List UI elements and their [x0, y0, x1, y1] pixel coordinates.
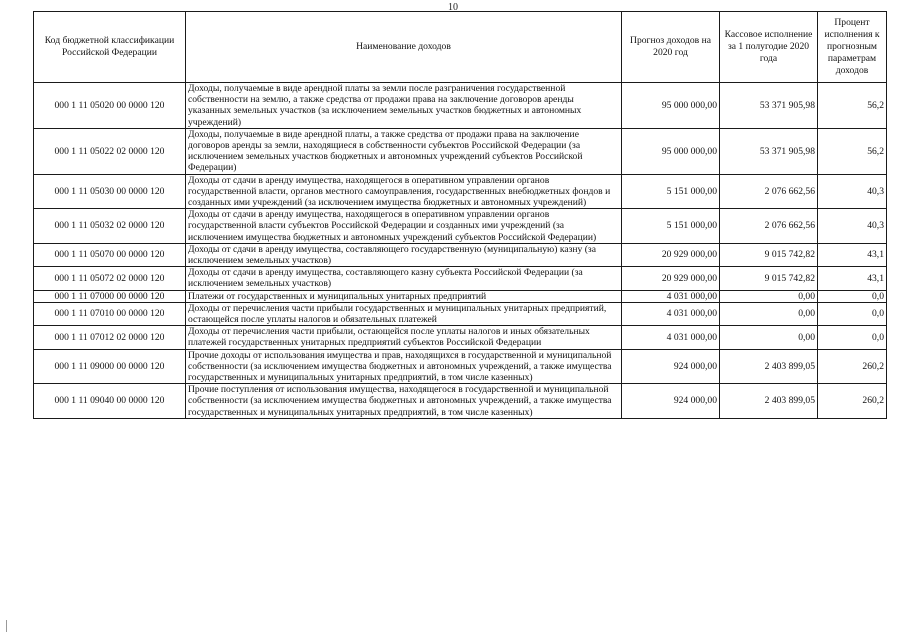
cell-code: 000 1 11 09000 00 0000 120: [34, 349, 186, 384]
cell-code: 000 1 11 05022 02 0000 120: [34, 128, 186, 174]
table-row: [34, 349, 887, 384]
table-row: [34, 128, 887, 174]
table-row: [34, 302, 887, 325]
cell-name: Прочие доходы от использования имущества и прав, находящихся в государственной и муниципальной собственности (за исключением имущества бюджетных и автономных учреждений, а также имущества государственных и муниципальных унитарных предприятий, в том числе казенных): [186, 349, 622, 384]
cell-plan: 5 151 000,00: [622, 209, 720, 244]
header-percent: Процент исполнения к прогнозным параметрам доходов: [818, 12, 887, 83]
header-name: Наименование доходов: [186, 12, 622, 83]
table-header-row: [34, 12, 887, 83]
cell-plan: 924 000,00: [622, 349, 720, 384]
cell-plan: 95 000 000,00: [622, 128, 720, 174]
cell-execution: 9 015 742,82: [720, 243, 818, 266]
cell-name: Доходы, получаемые в виде арендной платы, а также средства от продажи права на заключение договоров аренды за земли, находящиеся в собственности субъектов Российской Федерации (за исключением земельных участков бюджетных и автономных учреждений субъектов Российской Федерации): [186, 128, 622, 174]
cell-name: Доходы от перечисления части прибыли, остающейся после уплаты налогов и иных обязательных платежей государственных унитарных предприятий субъектов Российской Федерации: [186, 326, 622, 349]
cell-name: Прочие поступления от использования имущества, находящегося в государственной и муниципальной собственности (за исключением имущества бюджетных и автономных учреждений, а также имущества государственных и муниципальных унитарных предприятий, в том числе казенных): [186, 384, 622, 419]
table-row: [34, 83, 887, 129]
cell-execution: 2 403 899,05: [720, 349, 818, 384]
cell-percent: 43,1: [818, 267, 887, 290]
cell-name: Доходы от сдачи в аренду имущества, находящегося в оперативном управлении органов государственной власти субъектов Российской Федерации и созданных ими учреждений (за исключением имущества бюджетных и автономных учреждений субъектов Российской Федерации): [186, 209, 622, 244]
table-row: [34, 290, 887, 302]
cell-code: 000 1 11 05032 02 0000 120: [34, 209, 186, 244]
table-row: [34, 384, 887, 419]
cell-percent: 260,2: [818, 349, 887, 384]
cell-name: Доходы от сдачи в аренду имущества, находящегося в оперативном управлении органов государственной власти, органов местного самоуправления, государственных внебюджетных фондов и созданных ими учреждений (за исключением имущества бюджетных и автономных учреждений): [186, 174, 622, 209]
scan-artifact: [6, 620, 7, 632]
table-row: [34, 326, 887, 349]
cell-percent: 0,0: [818, 302, 887, 325]
cell-name: Доходы от сдачи в аренду имущества, составляющего казну субъекта Российской Федерации (за исключением земельных участков): [186, 267, 622, 290]
cell-percent: 56,2: [818, 83, 887, 129]
cell-execution: 2 076 662,56: [720, 209, 818, 244]
cell-percent: 43,1: [818, 243, 887, 266]
cell-code: 000 1 11 05020 00 0000 120: [34, 83, 186, 129]
cell-percent: 260,2: [818, 384, 887, 419]
cell-name: Доходы, получаемые в виде арендной платы за земли после разграничения государственной собственности на землю, а также средства от продажи права на заключение договоров аренды указанных земельных участков (за исключением земельных участков бюджетных и автономных учреждений): [186, 83, 622, 129]
cell-plan: 5 151 000,00: [622, 174, 720, 209]
header-execution: Кассовое исполнение за 1 полугодие 2020 года: [720, 12, 818, 83]
revenue-table: [33, 11, 887, 419]
cell-percent: 0,0: [818, 326, 887, 349]
table-row: [34, 243, 887, 266]
cell-plan: 95 000 000,00: [622, 83, 720, 129]
table-row: [34, 267, 887, 290]
cell-plan: 4 031 000,00: [622, 326, 720, 349]
cell-code: 000 1 11 07012 02 0000 120: [34, 326, 186, 349]
cell-execution: 0,00: [720, 302, 818, 325]
cell-execution: 2 076 662,56: [720, 174, 818, 209]
cell-code: 000 1 11 09040 00 0000 120: [34, 384, 186, 419]
cell-code: 000 1 11 05030 00 0000 120: [34, 174, 186, 209]
cell-name: Доходы от перечисления части прибыли государственных и муниципальных унитарных предприятий, остающейся после уплаты налогов и обязательных платежей: [186, 302, 622, 325]
cell-execution: 2 403 899,05: [720, 384, 818, 419]
page-number: 10: [448, 2, 458, 13]
cell-plan: 4 031 000,00: [622, 302, 720, 325]
cell-code: 000 1 11 07010 00 0000 120: [34, 302, 186, 325]
cell-plan: 4 031 000,00: [622, 290, 720, 302]
cell-code: 000 1 11 07000 00 0000 120: [34, 290, 186, 302]
header-plan: Прогноз доходов на 2020 год: [622, 12, 720, 83]
cell-name: Платежи от государственных и муниципальных унитарных предприятий: [186, 290, 622, 302]
header-code: Код бюджетной классификации Российской Федерации: [34, 12, 186, 83]
cell-name: Доходы от сдачи в аренду имущества, составляющего государственную (муниципальную) казну (за исключением земельных участков): [186, 243, 622, 266]
cell-percent: 40,3: [818, 209, 887, 244]
cell-plan: 20 929 000,00: [622, 267, 720, 290]
table-row: [34, 174, 887, 209]
cell-execution: 0,00: [720, 326, 818, 349]
table-row: [34, 209, 887, 244]
cell-percent: 56,2: [818, 128, 887, 174]
cell-percent: 40,3: [818, 174, 887, 209]
cell-execution: 9 015 742,82: [720, 267, 818, 290]
cell-execution: 53 371 905,98: [720, 128, 818, 174]
cell-code: 000 1 11 05070 00 0000 120: [34, 243, 186, 266]
cell-execution: 53 371 905,98: [720, 83, 818, 129]
cell-execution: 0,00: [720, 290, 818, 302]
table-body: [34, 83, 887, 419]
cell-percent: 0,0: [818, 290, 887, 302]
cell-plan: 20 929 000,00: [622, 243, 720, 266]
cell-code: 000 1 11 05072 02 0000 120: [34, 267, 186, 290]
cell-plan: 924 000,00: [622, 384, 720, 419]
